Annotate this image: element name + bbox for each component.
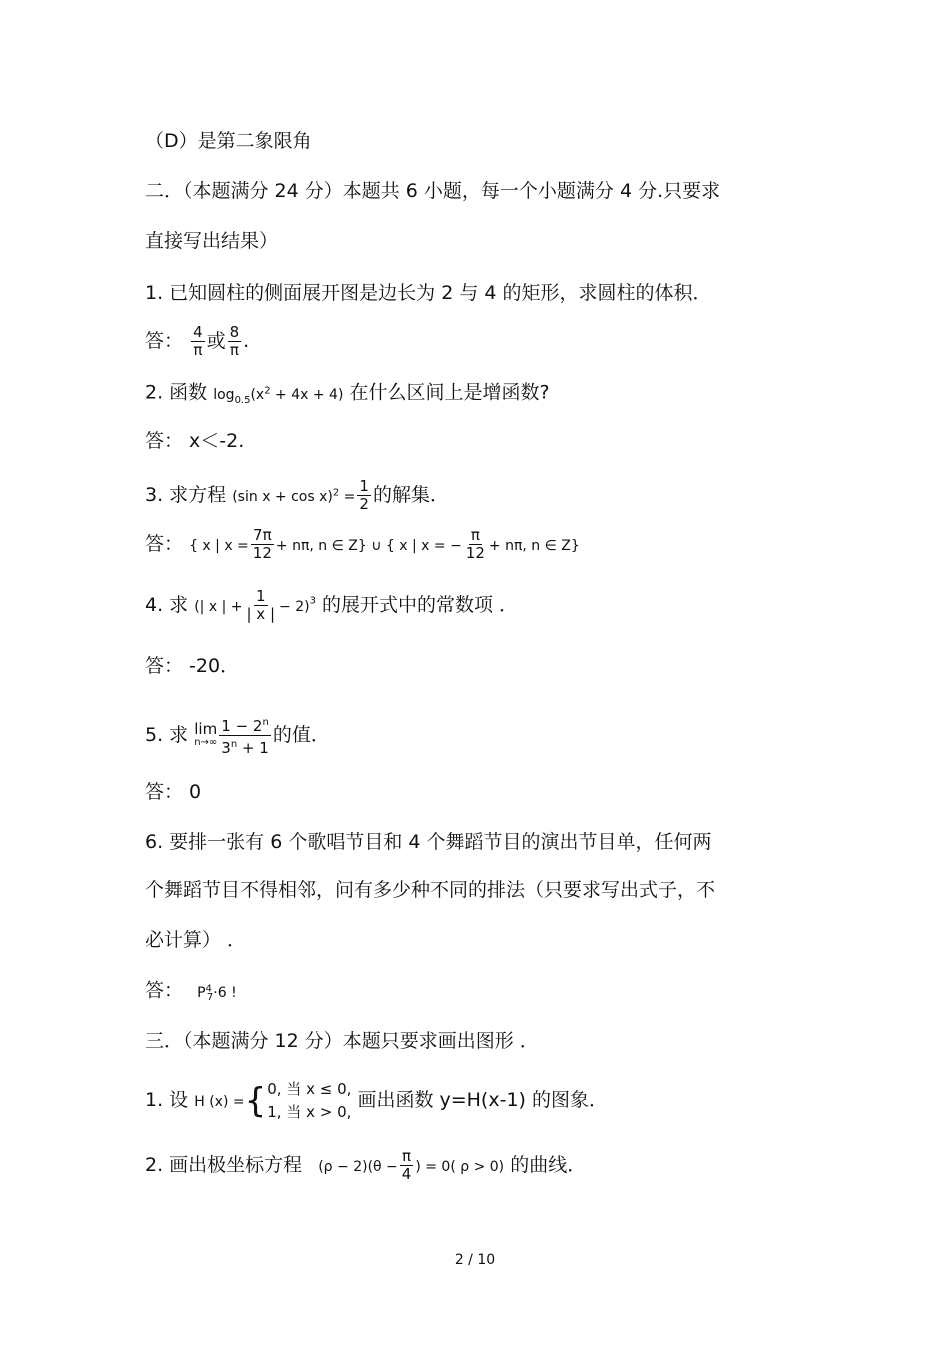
limit: lim n→∞ <box>194 719 218 748</box>
q1-text: 1. 已知圆柱的侧面展开图是边长为 2 与 4 的矩形，求圆柱的体积． <box>145 282 712 304</box>
answer-label: 答： <box>145 979 184 1002</box>
fraction: $\frac{1 - 2^n}{3^n + 1}$ <box>219 714 271 757</box>
page-number: 2 / 10 <box>454 1252 496 1268</box>
fraction: $\frac{7\pi}{12}$ <box>252 526 272 562</box>
q5-answer: 答： 0 <box>145 781 202 803</box>
equation: (sin x + cos x)$^2$ = <box>232 487 356 505</box>
q6-line1: 6. 要排一张有 6 个歌唱节目和 4 个舞蹈节目的演出节目单，任何两 <box>145 831 712 853</box>
s3q1-text: 1. 设 H (x) ={ 0, 当 x ≤ 0, 1, 当 x > 0, 画出函数 y=H(x-1) 的图象． <box>145 1077 608 1125</box>
q6-answer <box>145 976 237 1011</box>
q6-line3: 必计算） ． <box>145 929 247 951</box>
permutation: $P^4_7\cdot 6$ ! <box>197 983 237 1004</box>
q3-answer: 答： { x | x = $\frac{7\pi}{12}$ + nπ, n ∈ Z} ∪ { x | x = − $\frac{\pi}{12}$ + nπ, n ∈ Z} <box>145 526 580 562</box>
q2-text: 2. 函数 $\log_{0.5}(x^2 + 4x + 4)$ 在什么区间上是增函数? <box>145 381 550 406</box>
section3-heading: 三．（本题满分 12 分）本题只要求画出图形 ． <box>145 1030 539 1052</box>
fraction: $\frac{\pi}{12}$ <box>465 526 485 562</box>
q5-text: 5. 求 lim n→∞ $\frac{1 - 2^n}{3^n + 1}$ 的值． <box>145 714 330 757</box>
fraction: $\frac{1}{| x |}$ <box>246 587 276 623</box>
q3-text: 3. 求方程 (sin x + cos x)$^2$ = $\frac{1}{2}$ 的解集． <box>145 477 449 513</box>
brace-symbol: { <box>244 1080 267 1121</box>
q4-text: 4. 求 (| x | + $\frac{1}{| x |}$ − 2)$^3$ 的展开式中的常数项 ． <box>145 587 519 623</box>
fraction: $\frac{1}{2}$ <box>359 477 369 513</box>
q2-answer: 答： x＜-2. <box>145 430 245 452</box>
section2-heading-line2: 直接写出结果） <box>145 230 279 252</box>
answer-label: 答： <box>145 533 184 555</box>
s3q2-text: 2. 画出极坐标方程 (ρ − 2)(θ − $\frac{\pi}{4}$ ) = 0( ρ > 0) 的曲线． <box>145 1147 587 1183</box>
piecewise-cases: 0, 当 x ≤ 0, 1, 当 x > 0, <box>267 1079 352 1121</box>
q4-answer: 答： -20． <box>145 655 240 677</box>
q6-line2: 个舞蹈节目不得相邻，问有多少种不同的排法（只要求写出式子，不 <box>145 879 716 901</box>
q1-answer: 答： $\frac{4}{\pi}$ 或 $\frac{8}{\pi}$ . <box>145 323 250 359</box>
log-expression: $\log_{0.5}(x^2 + 4x + 4)$ <box>213 385 344 406</box>
fraction: $\frac{4}{\pi}$ <box>193 323 203 359</box>
option-d: （D）是第二象限角 <box>145 130 312 152</box>
section2-heading-line1: 二．（本题满分 24 分）本题共 6 小题，每一个小题满分 4 分.只要求 <box>145 180 721 202</box>
fraction: $\frac{8}{\pi}$ <box>229 323 240 359</box>
fraction: $\frac{\pi}{4}$ <box>401 1147 412 1183</box>
answer-label: 答： <box>145 330 184 352</box>
